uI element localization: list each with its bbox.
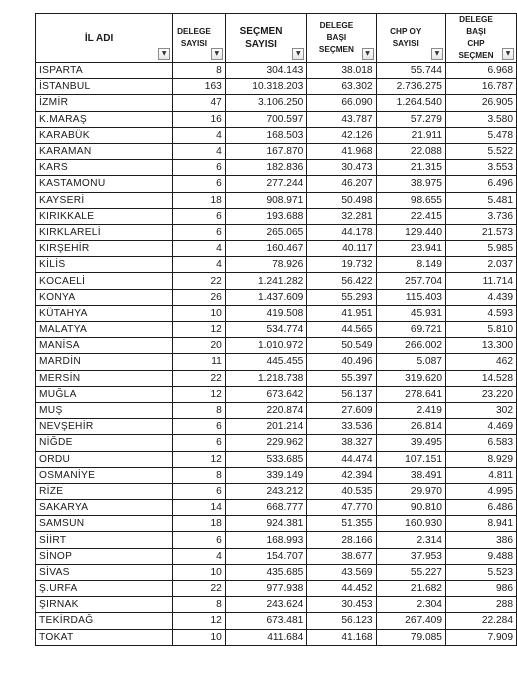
delegate-count-cell: 12 [173,386,226,402]
chp-vote-count-cell: 129.440 [376,224,445,240]
voters-per-delegate-cell: 43.787 [307,111,376,127]
delegate-count-cell: 22 [173,370,226,386]
voter-count-cell: 168.993 [225,532,306,548]
province-name-cell: OSMANİYE [36,467,173,483]
chp-vote-count-cell: 8.149 [376,257,445,273]
delegate-count-cell: 8 [173,467,226,483]
province-name-cell: İZMİR [36,95,173,111]
voter-count-cell: 445.455 [225,354,306,370]
province-name-cell: KARAMAN [36,143,173,159]
province-name-cell: MANİSA [36,338,173,354]
voter-count-cell: 10.318.203 [225,79,306,95]
voters-per-delegate-cell: 55.397 [307,370,376,386]
chp-voters-per-delegate-cell: 5.523 [445,564,516,580]
voters-per-delegate-cell: 50.549 [307,338,376,354]
delegate-count-cell: 4 [173,241,226,257]
chp-vote-count-cell: 21.911 [376,127,445,143]
table-row [36,532,517,548]
voter-count-cell: 182.836 [225,160,306,176]
voters-per-delegate-cell: 27.609 [307,402,376,418]
chp-voters-per-delegate-cell: 26.905 [445,95,516,111]
chp-voters-per-delegate-cell: 14.528 [445,370,516,386]
province-name-cell: NİĞDE [36,435,173,451]
voter-count-cell: 1.437.609 [225,289,306,305]
delegate-count-cell: 4 [173,548,226,564]
table-row [36,564,517,580]
province-name-cell: MERSİN [36,370,173,386]
delegate-count-cell: 14 [173,500,226,516]
voter-count-cell: 435.685 [225,564,306,580]
chp-voters-per-delegate-cell: 302 [445,402,516,418]
delegate-count-cell: 6 [173,532,226,548]
chp-voters-per-delegate-cell: 16.787 [445,79,516,95]
table-row [36,338,517,354]
voters-per-delegate-cell: 41.968 [307,143,376,159]
table-row [36,483,517,499]
province-name-cell: ISPARTA [36,63,173,79]
header-label-line2: SAYISI [180,39,207,48]
delegate-count-cell: 4 [173,127,226,143]
chp-vote-count-cell: 21.315 [376,160,445,176]
delegate-count-cell: 12 [173,322,226,338]
table-row [36,386,517,402]
voters-per-delegate-cell: 47.770 [307,500,376,516]
voters-per-delegate-cell: 44.565 [307,322,376,338]
voters-per-delegate-cell: 56.137 [307,386,376,402]
voters-per-delegate-cell: 38.677 [307,548,376,564]
header-label-line1: DELEGE BAŞI [319,21,354,42]
header-label-line1: CHP OY [390,27,422,36]
table-row [36,516,517,532]
voter-count-cell: 201.214 [225,419,306,435]
province-name-cell: MARDİN [36,354,173,370]
province-name-cell: SAMSUN [36,516,173,532]
voter-count-cell: 533.685 [225,451,306,467]
province-name-cell: MALATYA [36,322,173,338]
chp-vote-count-cell: 267.409 [376,613,445,629]
voters-per-delegate-cell: 40.535 [307,483,376,499]
voter-count-cell: 673.642 [225,386,306,402]
province-name-cell: ORDU [36,451,173,467]
delegate-count-cell: 163 [173,79,226,95]
delegate-count-cell: 4 [173,257,226,273]
table-row [36,451,517,467]
chp-voters-per-delegate-cell: 2.037 [445,257,516,273]
province-name-cell: Ş.URFA [36,581,173,597]
table-row [36,273,517,289]
voter-count-cell: 339.149 [225,467,306,483]
delegate-count-cell: 8 [173,597,226,613]
province-name-cell: KASTAMONU [36,176,173,192]
province-name-cell: KARS [36,160,173,176]
voters-per-delegate-cell: 51.355 [307,516,376,532]
voter-count-cell: 154.707 [225,548,306,564]
chp-voters-per-delegate-cell: 4.469 [445,419,516,435]
delegate-count-cell: 6 [173,176,226,192]
chp-vote-count-cell: 266.002 [376,338,445,354]
voter-count-cell: 977.938 [225,581,306,597]
chp-vote-count-cell: 69.721 [376,322,445,338]
voters-per-delegate-cell: 56.422 [307,273,376,289]
province-name-cell: KONYA [36,289,173,305]
delegate-count-cell: 6 [173,419,226,435]
delegate-count-cell: 6 [173,160,226,176]
voters-per-delegate-cell: 55.293 [307,289,376,305]
voter-count-cell: 160.467 [225,241,306,257]
delegate-count-cell: 47 [173,95,226,111]
chp-voters-per-delegate-cell: 8.929 [445,451,516,467]
voter-count-cell: 220.874 [225,402,306,418]
header-label-line1: DELEGE BAŞI [459,15,493,36]
filter-dropdown-voters-per-delegate[interactable] [362,48,374,60]
chp-vote-count-cell: 29.970 [376,483,445,499]
voters-per-delegate-cell: 46.207 [307,176,376,192]
voter-count-cell: 1.010.972 [225,338,306,354]
province-name-cell: MUŞ [36,402,173,418]
table-row [36,95,517,111]
province-name-cell: KİLİS [36,257,173,273]
province-name-cell: SAKARYA [36,500,173,516]
table-row [36,597,517,613]
chp-vote-count-cell: 38.975 [376,176,445,192]
voter-count-cell: 673.481 [225,613,306,629]
delegate-count-cell: 18 [173,516,226,532]
chp-voters-per-delegate-cell: 22.284 [445,613,516,629]
dropdown-arrow-icon: ▼ [161,50,167,57]
voters-per-delegate-cell: 41.951 [307,305,376,321]
voter-count-cell: 265.065 [225,224,306,240]
province-name-cell: SİİRT [36,532,173,548]
chp-vote-count-cell: 5.087 [376,354,445,370]
voter-count-cell: 243.212 [225,483,306,499]
chp-vote-count-cell: 22.415 [376,208,445,224]
chp-voters-per-delegate-cell: 3.553 [445,160,516,176]
voter-count-cell: 167.870 [225,143,306,159]
chp-vote-count-cell: 55.744 [376,63,445,79]
voter-count-cell: 3.106.250 [225,95,306,111]
dropdown-arrow-icon: ▼ [505,50,511,57]
header-label-line1: SEÇMEN [239,26,283,37]
delegate-count-cell: 6 [173,483,226,499]
voter-count-cell: 243.624 [225,597,306,613]
voters-per-delegate-cell: 43.569 [307,564,376,580]
chp-vote-count-cell: 160.930 [376,516,445,532]
voters-per-delegate-cell: 30.473 [307,160,376,176]
voters-per-delegate-cell: 19.732 [307,257,376,273]
table-row [36,79,517,95]
chp-vote-count-cell: 115.403 [376,289,445,305]
chp-voters-per-delegate-cell: 23.220 [445,386,516,402]
table-row [36,192,517,208]
voter-count-cell: 304.143 [225,63,306,79]
delegate-count-cell: 8 [173,63,226,79]
chp-vote-count-cell: 37.953 [376,548,445,564]
chp-vote-count-cell: 22.088 [376,143,445,159]
table-row [36,111,517,127]
chp-voters-per-delegate-cell: 8.941 [445,516,516,532]
table-row [36,143,517,159]
voters-per-delegate-cell: 33.536 [307,419,376,435]
province-name-cell: ŞIRNAK [36,597,173,613]
delegate-count-cell: 12 [173,613,226,629]
voters-per-delegate-cell: 42.394 [307,467,376,483]
header-row [36,14,517,63]
chp-vote-count-cell: 55.227 [376,564,445,580]
table-row [36,208,517,224]
chp-voters-per-delegate-cell: 4.593 [445,305,516,321]
filter-dropdown-chp-vote-count[interactable] [431,48,443,60]
voters-per-delegate-cell: 41.168 [307,629,376,645]
table-row [36,629,517,645]
province-delegate-table [35,13,517,646]
chp-vote-count-cell: 98.655 [376,192,445,208]
table-row [36,127,517,143]
chp-voters-per-delegate-cell: 5.985 [445,241,516,257]
delegate-count-cell: 10 [173,564,226,580]
chp-vote-count-cell: 257.704 [376,273,445,289]
chp-vote-count-cell: 26.814 [376,419,445,435]
chp-vote-count-cell: 278.641 [376,386,445,402]
table-row [36,581,517,597]
table-row [36,289,517,305]
chp-vote-count-cell: 21.682 [376,581,445,597]
table-row [36,402,517,418]
delegate-count-cell: 6 [173,208,226,224]
delegate-count-cell: 11 [173,354,226,370]
voters-per-delegate-cell: 30.453 [307,597,376,613]
filter-dropdown-delegate-count[interactable] [211,48,223,60]
table-row [36,548,517,564]
table-row [36,63,517,79]
voter-count-cell: 534.774 [225,322,306,338]
voters-per-delegate-cell: 40.117 [307,241,376,257]
voters-per-delegate-cell: 38.327 [307,435,376,451]
delegate-count-cell: 4 [173,143,226,159]
chp-voters-per-delegate-cell: 7.909 [445,629,516,645]
delegate-count-cell: 22 [173,273,226,289]
voters-per-delegate-cell: 40.496 [307,354,376,370]
province-name-cell: KAYSERİ [36,192,173,208]
delegate-count-cell: 8 [173,402,226,418]
voter-count-cell: 668.777 [225,500,306,516]
voter-count-cell: 908.971 [225,192,306,208]
table-row [36,500,517,516]
province-name-cell: KOCAELİ [36,273,173,289]
delegate-count-cell: 20 [173,338,226,354]
header-voters-per-delegate [307,14,376,63]
voter-count-cell: 419.508 [225,305,306,321]
chp-voters-per-delegate-cell: 386 [445,532,516,548]
voter-count-cell: 168.503 [225,127,306,143]
header-chp-voters-per-delegate [445,14,516,63]
chp-voters-per-delegate-cell: 4.811 [445,467,516,483]
voter-count-cell: 1.241.282 [225,273,306,289]
chp-voters-per-delegate-cell: 21.573 [445,224,516,240]
dropdown-arrow-icon: ▼ [434,50,440,57]
delegate-count-cell: 22 [173,581,226,597]
chp-vote-count-cell: 79.085 [376,629,445,645]
table-row [36,370,517,386]
filter-dropdown-chp-voters-per-delegate[interactable] [502,48,514,60]
delegate-count-cell: 6 [173,224,226,240]
header-province-name [36,14,173,63]
table-row [36,613,517,629]
chp-vote-count-cell: 2.314 [376,532,445,548]
header-voter-count [225,14,306,63]
province-name-cell: İSTANBUL [36,79,173,95]
chp-voters-per-delegate-cell: 986 [445,581,516,597]
delegate-count-cell: 26 [173,289,226,305]
chp-voters-per-delegate-cell: 13.300 [445,338,516,354]
chp-vote-count-cell: 2.304 [376,597,445,613]
header-label-line2: CHP SEÇMEN [458,39,494,60]
table-row [36,241,517,257]
chp-voters-per-delegate-cell: 11.714 [445,273,516,289]
header-chp-vote-count [376,14,445,63]
table-row [36,419,517,435]
province-name-cell: KARABÜK [36,127,173,143]
voters-per-delegate-cell: 50.498 [307,192,376,208]
province-name-cell: RİZE [36,483,173,499]
chp-vote-count-cell: 90.810 [376,500,445,516]
chp-voters-per-delegate-cell: 288 [445,597,516,613]
chp-voters-per-delegate-cell: 5.481 [445,192,516,208]
table-row [36,467,517,483]
voter-count-cell: 277.244 [225,176,306,192]
chp-vote-count-cell: 57.279 [376,111,445,127]
table-row [36,435,517,451]
chp-vote-count-cell: 39.495 [376,435,445,451]
province-name-cell: KIRIKKALE [36,208,173,224]
voters-per-delegate-cell: 32.281 [307,208,376,224]
table-row [36,305,517,321]
province-name-cell: NEVŞEHİR [36,419,173,435]
voter-count-cell: 229.962 [225,435,306,451]
voter-count-cell: 924.381 [225,516,306,532]
chp-vote-count-cell: 319.620 [376,370,445,386]
voters-per-delegate-cell: 44.452 [307,581,376,597]
chp-voters-per-delegate-cell: 5.522 [445,143,516,159]
province-name-cell: TOKAT [36,629,173,645]
province-name-cell: KIRKLARELİ [36,224,173,240]
header-label-line2: SAYISI [245,39,277,50]
table-row [36,354,517,370]
voters-per-delegate-cell: 66.090 [307,95,376,111]
chp-voters-per-delegate-cell: 6.496 [445,176,516,192]
voter-count-cell: 1.218.738 [225,370,306,386]
chp-vote-count-cell: 2.736.275 [376,79,445,95]
chp-vote-count-cell: 1.264.540 [376,95,445,111]
chp-voters-per-delegate-cell: 6.486 [445,500,516,516]
delegate-count-cell: 10 [173,629,226,645]
province-name-cell: SİVAS [36,564,173,580]
delegate-count-cell: 18 [173,192,226,208]
voters-per-delegate-cell: 28.166 [307,532,376,548]
filter-dropdown-voter-count[interactable] [292,48,304,60]
chp-voters-per-delegate-cell: 3.736 [445,208,516,224]
chp-voters-per-delegate-cell: 5.810 [445,322,516,338]
province-name-cell: KÜTAHYA [36,305,173,321]
header-delegate-count [173,14,226,63]
province-name-cell: MUĞLA [36,386,173,402]
voters-per-delegate-cell: 44.178 [307,224,376,240]
dropdown-arrow-icon: ▼ [295,50,301,57]
table-row [36,257,517,273]
chp-voters-per-delegate-cell: 4.439 [445,289,516,305]
voters-per-delegate-cell: 56.123 [307,613,376,629]
table-row [36,160,517,176]
header-label-line2: SEÇMEN [318,45,354,54]
chp-vote-count-cell: 2.419 [376,402,445,418]
voters-per-delegate-cell: 42.126 [307,127,376,143]
delegate-count-cell: 16 [173,111,226,127]
province-name-cell: K.MARAŞ [36,111,173,127]
province-name-cell: TEKİRDAĞ [36,613,173,629]
delegate-count-cell: 12 [173,451,226,467]
chp-voters-per-delegate-cell: 462 [445,354,516,370]
chp-voters-per-delegate-cell: 9.488 [445,548,516,564]
voter-count-cell: 193.688 [225,208,306,224]
province-name-cell: SİNOP [36,548,173,564]
table-body [36,63,517,646]
dropdown-arrow-icon: ▼ [214,50,220,57]
province-name-cell: KIRŞEHİR [36,241,173,257]
delegate-count-cell: 6 [173,435,226,451]
filter-dropdown-province-name[interactable] [158,48,170,60]
voter-count-cell: 700.597 [225,111,306,127]
voters-per-delegate-cell: 44.474 [307,451,376,467]
voters-per-delegate-cell: 38.018 [307,63,376,79]
table-row [36,176,517,192]
header-label-line1: DELEGE [177,27,211,36]
chp-voters-per-delegate-cell: 4.995 [445,483,516,499]
header-label-line2: SAYISI [392,39,419,48]
voters-per-delegate-cell: 63.302 [307,79,376,95]
chp-voters-per-delegate-cell: 6.583 [445,435,516,451]
chp-vote-count-cell: 23.941 [376,241,445,257]
header-label-line1: İL ADI [84,32,114,44]
chp-vote-count-cell: 45.931 [376,305,445,321]
delegate-count-cell: 10 [173,305,226,321]
table-row [36,224,517,240]
voter-count-cell: 78.926 [225,257,306,273]
dropdown-arrow-icon: ▼ [365,50,370,57]
table-row [36,322,517,338]
chp-vote-count-cell: 38.491 [376,467,445,483]
chp-voters-per-delegate-cell: 5.478 [445,127,516,143]
voter-count-cell: 411.684 [225,629,306,645]
chp-vote-count-cell: 107.151 [376,451,445,467]
chp-voters-per-delegate-cell: 6.968 [445,63,516,79]
chp-voters-per-delegate-cell: 3.580 [445,111,516,127]
